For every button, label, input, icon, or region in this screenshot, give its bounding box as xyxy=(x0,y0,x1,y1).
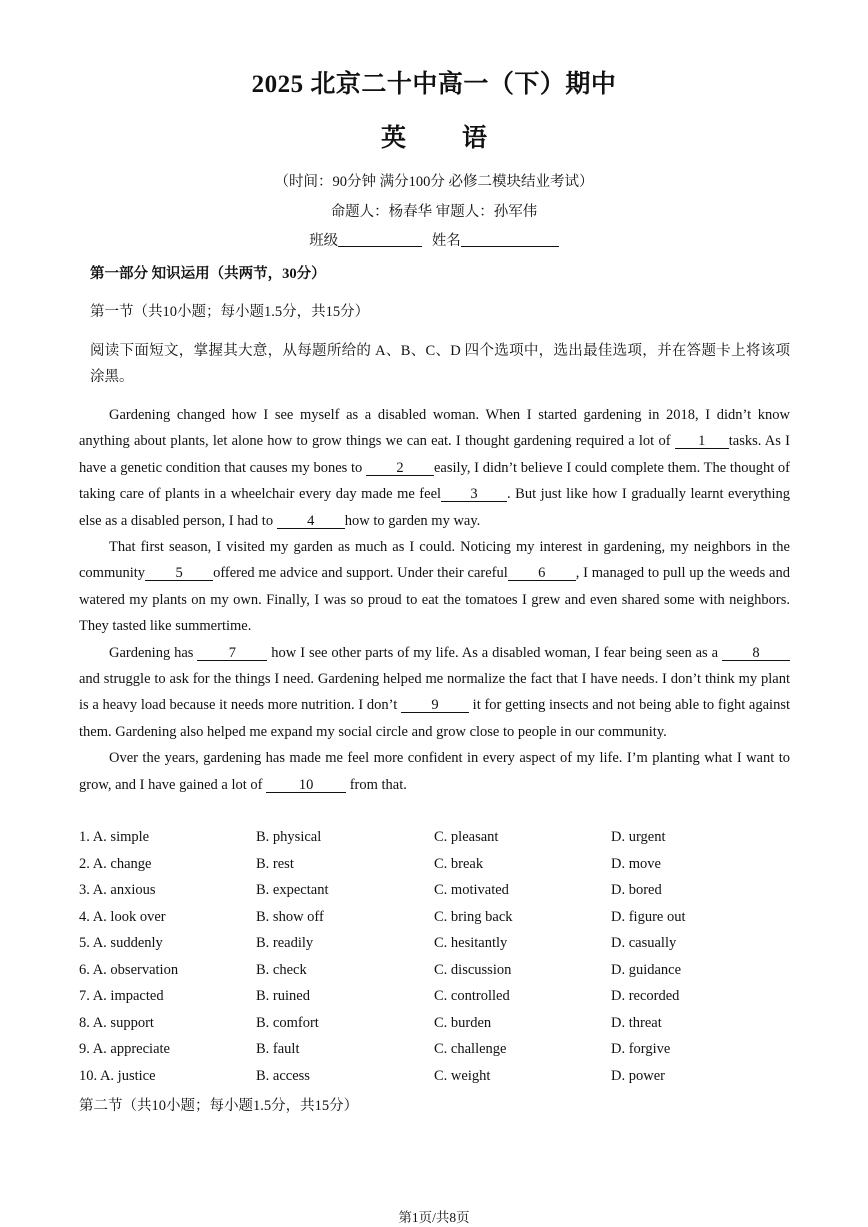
subject-char-1: 英 xyxy=(380,125,406,152)
option-a: 3. A. anxious xyxy=(79,882,156,898)
blank-3: 3 xyxy=(441,487,507,502)
option-d: D. forgive xyxy=(611,1041,671,1057)
exam-title: 2025 北京二十中高一（下）期中 xyxy=(251,71,617,98)
question-row xyxy=(79,932,790,959)
option-a: 9. A. appreciate xyxy=(79,1041,170,1057)
option-c: C. pleasant xyxy=(434,829,499,845)
page-footer: 第1页/共8页 xyxy=(398,1210,470,1225)
blank-9: 9 xyxy=(401,698,469,713)
option-d: D. threat xyxy=(611,1014,662,1031)
option-c: C. motivated xyxy=(434,882,509,898)
question-options xyxy=(79,826,790,1091)
question-row xyxy=(79,826,790,853)
instructions: 阅读下面短文，掌握其大意，从每题所给的 A、B、C、D 四个选项中，选出最佳选项，并在答题卡上将该项涂黑。 xyxy=(90,343,790,385)
passage-paragraph-1: Gardening changed how I see myself as a disabled woman. When I started gardening in 2018, I didn’t know anything about plants, let alone how to grow things we can eat. I thought gardening required a lot of 1 tasks. As I have a genetic condition that causes my bones to 2 easily, I didn’t believe I could complete them. The thought of taking care of plants in a wheelchair every day made me feel 3 . But just like how I gradually learnt everything else as a disabled person, I had to 4 how to garden my way. xyxy=(79,407,791,529)
student-info-line xyxy=(0,229,868,250)
blank-4: 4 xyxy=(277,514,345,529)
section2-title: 第二节（共10小题；每小题1.5分，共15分） xyxy=(79,1098,359,1114)
blank-1: 1 xyxy=(675,434,729,449)
passage-paragraph-3: Gardening has 7 how I see other parts of my life. As a disabled woman, I fear being seen as a 8 and struggle to ask for the things I need. Gardening helped me normalize the fact that I have needs. I don’t think my plant is a heavy load because it needs more nutrition. I don’t 9 it for getting insects and not being able to fight against them. Gardening also helped me expand my social circle and grow close to people in our community. xyxy=(79,644,791,740)
option-c: C. controlled xyxy=(434,988,510,1004)
option-b: B. expectant xyxy=(256,882,329,898)
question-row xyxy=(79,1038,790,1065)
option-b: B. access xyxy=(256,1067,310,1084)
section1-title: 第一节（共10小题；每小题1.5分，共15分） xyxy=(90,304,370,320)
question-row xyxy=(79,879,790,906)
option-d: D. figure out xyxy=(611,908,686,925)
option-b: B. comfort xyxy=(256,1014,319,1031)
option-b: B. show off xyxy=(256,908,324,925)
part1-heading: 第一部分 知识运用（共两节，30分） xyxy=(90,266,326,282)
blank-5: 5 xyxy=(145,566,213,581)
option-c: C. break xyxy=(434,855,484,872)
option-a: 8. A. support xyxy=(79,1014,154,1031)
name-field[interactable] xyxy=(461,232,559,247)
option-a: 10. A. justice xyxy=(79,1067,156,1084)
option-a: 4. A. look over xyxy=(79,908,166,925)
cloze-passage xyxy=(79,402,790,798)
option-c: C. weight xyxy=(434,1067,491,1084)
blank-2: 2 xyxy=(366,461,434,476)
class-field[interactable] xyxy=(338,232,422,247)
option-d: D. power xyxy=(611,1067,665,1084)
option-c: C. bring back xyxy=(434,908,513,925)
option-a: 6. A. observation xyxy=(79,961,179,978)
subject-char-2: 语 xyxy=(462,125,488,152)
option-b: B. fault xyxy=(256,1041,300,1057)
question-row xyxy=(79,1065,790,1092)
passage-paragraph-2: That first season, I visited my garden as much as I could. Noticing my interest in gardening, my neighbors in the community 5 offered me advice and support. Under their careful 6 , I managed to pull up the weeds and watered my plants on my own. Finally, I was so proud to eat the tomatoes I grew and even shared some with neighbors. They tasted like summertime. xyxy=(79,539,790,635)
option-b: B. rest xyxy=(256,855,294,872)
option-d: D. guidance xyxy=(611,961,682,978)
exam-authors: 命题人：杨春华 审题人：孙军伟 xyxy=(330,204,538,220)
option-b: B. ruined xyxy=(256,988,310,1004)
option-d: D. urgent xyxy=(611,829,666,845)
exam-info: （时间：90分钟 满分100分 必修二模块结业考试） xyxy=(274,174,594,190)
option-c: C. challenge xyxy=(434,1041,507,1057)
option-d: D. bored xyxy=(611,882,662,898)
name-label: 姓名 xyxy=(431,233,461,249)
option-a: 7. A. impacted xyxy=(79,988,164,1004)
question-row xyxy=(79,906,790,933)
question-row xyxy=(79,853,790,880)
option-a: 2. A. change xyxy=(79,855,152,872)
question-row xyxy=(79,959,790,986)
blank-10: 10 xyxy=(266,778,346,793)
option-b: B. check xyxy=(256,961,307,978)
option-c: C. hesitantly xyxy=(434,935,508,951)
option-b: B. readily xyxy=(256,935,314,951)
option-c: C. discussion xyxy=(434,961,512,978)
option-b: B. physical xyxy=(256,829,322,845)
question-row xyxy=(79,1012,790,1039)
option-d: D. recorded xyxy=(611,988,680,1004)
option-d: D. casually xyxy=(611,935,677,951)
class-label: 班级 xyxy=(309,233,339,249)
blank-6: 6 xyxy=(508,566,576,581)
passage-paragraph-4: Over the years, gardening has made me feel more confident in every aspect of my life. I’m planting what I want to grow, and I have gained a lot of 10 from that. xyxy=(79,750,790,793)
question-row xyxy=(79,985,790,1012)
option-d: D. move xyxy=(611,855,661,872)
subject-heading xyxy=(0,118,868,154)
blank-7: 7 xyxy=(197,646,267,661)
option-a: 5. A. suddenly xyxy=(79,935,163,951)
blank-8: 8 xyxy=(722,646,790,661)
option-c: C. burden xyxy=(434,1014,492,1031)
option-a: 1. A. simple xyxy=(79,829,150,845)
